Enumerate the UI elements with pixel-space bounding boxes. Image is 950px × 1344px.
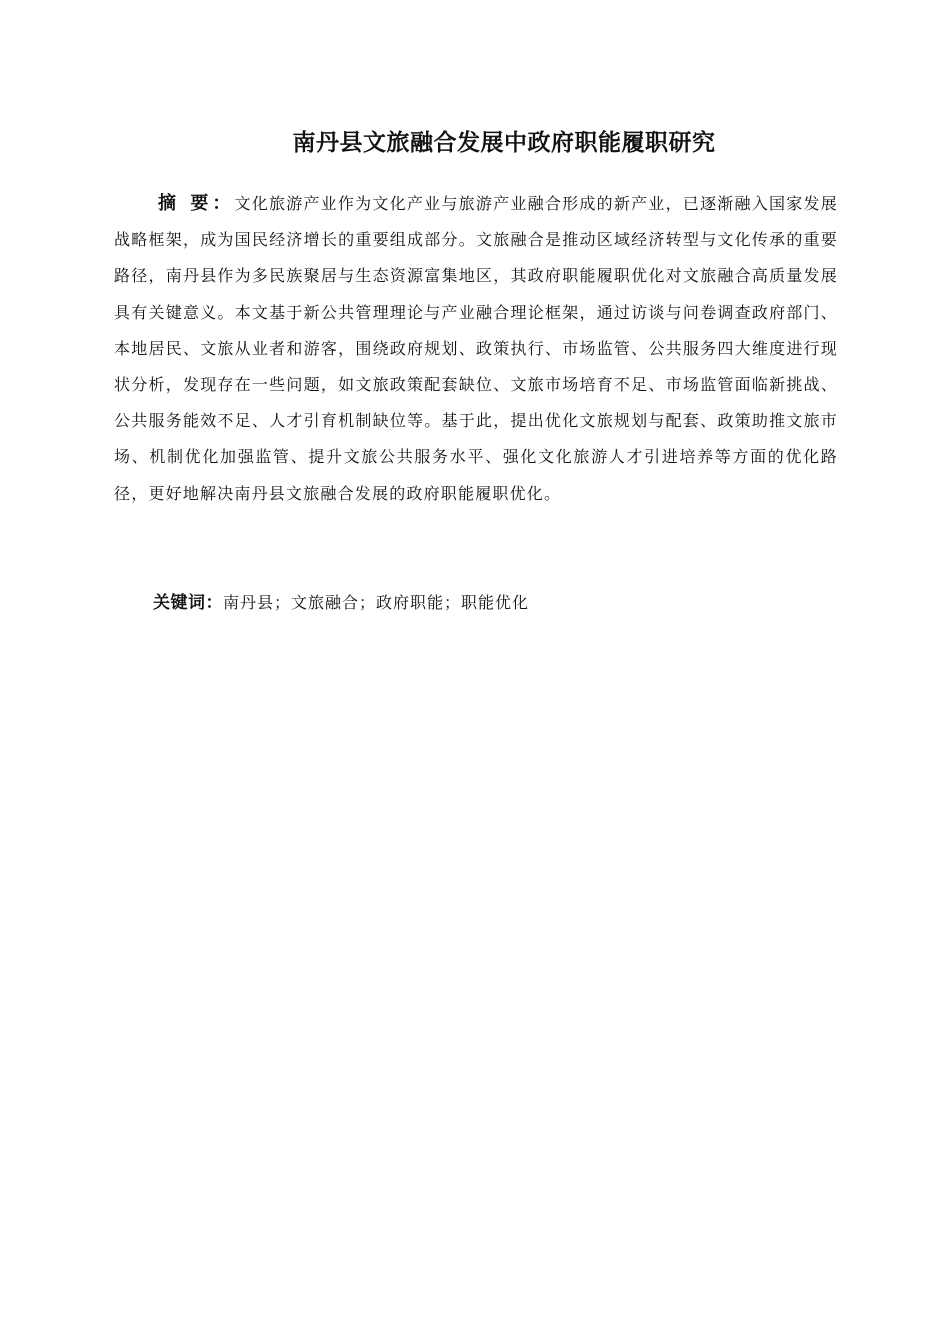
keywords-line <box>153 587 833 619</box>
abstract-label: 摘 要： <box>158 193 235 214</box>
abstract-text: 文化旅游产业作为文化产业与旅游产业融合形成的新产业，已逐渐融入国家发展战略框架，成为国民经济增长的重要组成部分。文旅融合是推动区域经济转型与文化传承的重要路径，南丹县作为多民族聚居与生态资源富集地区，其政府职能履职优化对文旅融合高质量发展具有关键意义。本文基于新公共管理理论与产业融合理论框架，通过访谈与问卷调查政府部门、本地居民、文旅从业者和游客，围绕政府规划、政策执行、市场监管、公共服务四大维度进行现状分析，发现存在一些问题，如文旅政策配套缺位、文旅市场培育不足、市场监管面临新挑战、公共服务能效不足、人才引育机制缺位等。基于此，提出优化文旅规划与配套、政策助推文旅市场、机制优化加强监管、提升文旅公共服务水平、强化文化旅游人才引进培养等方面的优化路径，更好地解决南丹县文旅融合发展的政府职能履职优化。 <box>114 194 838 503</box>
document-title: 南丹县文旅融合发展中政府职能履职研究 <box>292 130 716 156</box>
keywords-label: 关键词： <box>153 593 223 613</box>
keywords-text: 南丹县；文旅融合；政府职能；职能优化 <box>223 593 530 612</box>
abstract-paragraph <box>114 186 838 512</box>
